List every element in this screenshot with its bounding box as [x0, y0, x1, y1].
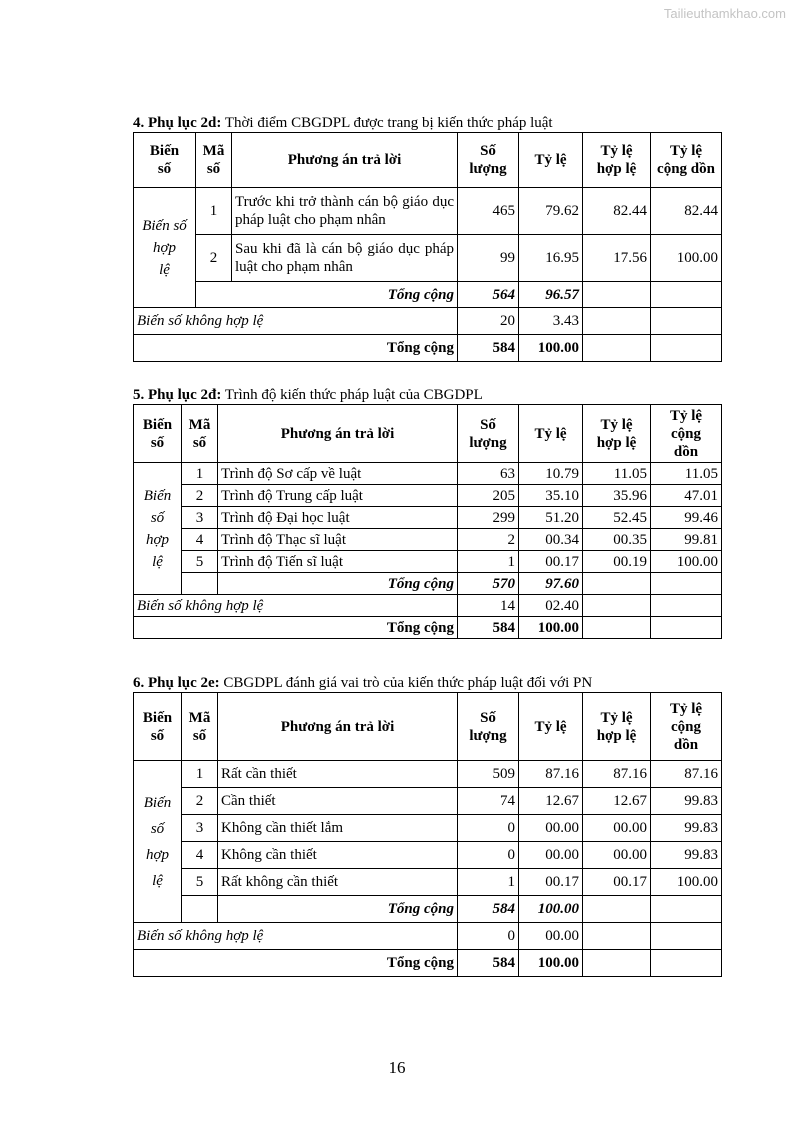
valid-percent-cell: 52.45: [583, 507, 651, 529]
header-phuong-an: Phương án trả lời: [218, 405, 458, 463]
total-label: Tổng cộng: [134, 335, 458, 362]
table-row: [134, 788, 722, 815]
header-row: [134, 405, 722, 463]
header-ty-le: Tỷ lệ: [519, 133, 583, 188]
cumulative-percent-cell: 100.00: [651, 235, 722, 282]
count-cell: 205: [458, 485, 519, 507]
total-row: [134, 950, 722, 977]
answer-cell: Cần thiết: [218, 788, 458, 815]
empty-cell: [583, 896, 651, 923]
answer-cell: Trình độ Thạc sĩ luật: [218, 529, 458, 551]
table-caption: [133, 114, 721, 132]
header-so-luong: Số lượng: [458, 693, 519, 761]
header-row: [134, 693, 722, 761]
answer-cell: Rất cần thiết: [218, 761, 458, 788]
code-cell: 1: [196, 188, 232, 235]
header-bien-so: Biến số: [134, 405, 182, 463]
total-count: 584: [458, 335, 519, 362]
count-cell: 0: [458, 842, 519, 869]
empty-cell: [182, 896, 218, 923]
answer-cell: Trước khi trở thành cán bộ giáo dục pháp luật cho phạm nhân: [232, 188, 458, 235]
header-phuong-an: Phương án trả lời: [232, 133, 458, 188]
empty-cell: [651, 923, 722, 950]
header-ty-le-hop-le: Tỷ lệ hợp lệ: [583, 133, 651, 188]
caption-label: 4. Phụ lục 2d:: [133, 115, 222, 131]
page-number: 16: [388, 1058, 406, 1077]
total-count: 584: [458, 950, 519, 977]
empty-cell: [651, 896, 722, 923]
valid-percent-cell: 00.19: [583, 551, 651, 573]
table-row: [134, 463, 722, 485]
percent-cell: 00.00: [519, 842, 583, 869]
total-percent: 100.00: [519, 335, 583, 362]
invalid-count: 0: [458, 923, 519, 950]
valid-percent-cell: 17.56: [583, 235, 651, 282]
subtotal-percent: 97.60: [519, 573, 583, 595]
answer-cell: Không cần thiết: [218, 842, 458, 869]
total-label: Tổng cộng: [134, 617, 458, 639]
table-row: [134, 188, 722, 235]
invalid-label: Biến số không hợp lệ: [134, 923, 458, 950]
total-percent: 100.00: [519, 617, 583, 639]
header-ty-le: Tỷ lệ: [519, 693, 583, 761]
empty-cell: [651, 335, 722, 362]
empty-cell: [651, 617, 722, 639]
caption-label: 6. Phụ lục 2e:: [133, 675, 220, 691]
header-ma-so: Mã số: [182, 693, 218, 761]
percent-cell: 00.17: [519, 551, 583, 573]
table-row: [134, 485, 722, 507]
header-so-luong: Số lượng: [458, 405, 519, 463]
group-label-valid: Biến số hợp lệ: [134, 188, 196, 308]
invalid-percent: 02.40: [519, 595, 583, 617]
answer-cell: Sau khi đã là cán bộ giáo dục pháp luật cho phạm nhân: [232, 235, 458, 282]
count-cell: 1: [458, 551, 519, 573]
caption-text: Trình độ kiến thức pháp luật của CBGDPL: [221, 387, 483, 403]
cumulative-percent-cell: 11.05: [651, 463, 722, 485]
invalid-row: [134, 923, 722, 950]
total-row: [134, 335, 722, 362]
code-cell: 4: [182, 529, 218, 551]
answer-cell: Không cần thiết lắm: [218, 815, 458, 842]
invalid-count: 20: [458, 308, 519, 335]
percent-cell: 35.10: [519, 485, 583, 507]
cumulative-percent-cell: 100.00: [651, 551, 722, 573]
percent-cell: 00.17: [519, 869, 583, 896]
appendix-2d-table: [133, 132, 722, 362]
header-ty-le-cong-don: Tỷ lệ cộng dồn: [651, 133, 722, 188]
invalid-label: Biến số không hợp lệ: [134, 595, 458, 617]
valid-percent-cell: 12.67: [583, 788, 651, 815]
table-caption: [133, 386, 721, 404]
caption-label: 5. Phụ lục 2đ:: [133, 387, 222, 403]
subtotal-label: Tổng cộng: [196, 282, 458, 308]
appendix-2dd-section: [133, 386, 721, 639]
percent-cell: 87.16: [519, 761, 583, 788]
empty-cell: [651, 950, 722, 977]
count-cell: 99: [458, 235, 519, 282]
code-cell: 1: [182, 463, 218, 485]
total-label: Tổng cộng: [134, 950, 458, 977]
empty-cell: [583, 617, 651, 639]
code-cell: 2: [196, 235, 232, 282]
valid-percent-cell: 00.35: [583, 529, 651, 551]
cumulative-percent-cell: 100.00: [651, 869, 722, 896]
percent-cell: 12.67: [519, 788, 583, 815]
caption-text: CBGDPL đánh giá vai trò của kiến thức pháp luật đối với PN: [219, 675, 593, 691]
table-row: [134, 551, 722, 573]
group-label-valid: Biến số hợp lệ: [134, 761, 182, 923]
count-cell: 509: [458, 761, 519, 788]
count-cell: 74: [458, 788, 519, 815]
empty-cell: [651, 595, 722, 617]
empty-cell: [651, 308, 722, 335]
code-cell: 2: [182, 485, 218, 507]
total-count: 584: [458, 617, 519, 639]
answer-cell: Trình độ Sơ cấp về luật: [218, 463, 458, 485]
table-row: [134, 815, 722, 842]
valid-percent-cell: 00.00: [583, 815, 651, 842]
cumulative-percent-cell: 99.83: [651, 842, 722, 869]
count-cell: 465: [458, 188, 519, 235]
invalid-row: [134, 308, 722, 335]
total-percent: 100.00: [519, 950, 583, 977]
percent-cell: 00.34: [519, 529, 583, 551]
header-ty-le-hop-le: Tỷ lệ hợp lệ: [583, 405, 651, 463]
percent-cell: 00.00: [519, 815, 583, 842]
empty-cell: [583, 282, 651, 308]
empty-cell: [583, 308, 651, 335]
table-row: [134, 529, 722, 551]
count-cell: 299: [458, 507, 519, 529]
count-cell: 63: [458, 463, 519, 485]
count-cell: 0: [458, 815, 519, 842]
header-row: [134, 133, 722, 188]
subtotal-percent: 100.00: [519, 896, 583, 923]
valid-percent-cell: 87.16: [583, 761, 651, 788]
header-ma-so: Mã số: [182, 405, 218, 463]
cumulative-percent-cell: 99.81: [651, 529, 722, 551]
invalid-percent: 3.43: [519, 308, 583, 335]
answer-cell: Trình độ Tiến sĩ luật: [218, 551, 458, 573]
caption-text: Thời điểm CBGDPL được trang bị kiến thức pháp luật: [221, 115, 553, 131]
empty-cell: [583, 923, 651, 950]
percent-cell: 51.20: [519, 507, 583, 529]
valid-percent-cell: 00.00: [583, 842, 651, 869]
code-cell: 3: [182, 815, 218, 842]
header-ty-le: Tỷ lệ: [519, 405, 583, 463]
empty-cell: [583, 595, 651, 617]
cumulative-percent-cell: 82.44: [651, 188, 722, 235]
code-cell: 2: [182, 788, 218, 815]
count-cell: 2: [458, 529, 519, 551]
appendix-2dd-table: [133, 404, 722, 639]
empty-cell: [651, 282, 722, 308]
header-ty-le-cong-don: Tỷ lệ cộng dồn: [651, 693, 722, 761]
table-row: [134, 869, 722, 896]
table-row: [134, 507, 722, 529]
total-row: [134, 617, 722, 639]
answer-cell: Trình độ Trung cấp luật: [218, 485, 458, 507]
subtotal-label: Tổng cộng: [218, 896, 458, 923]
header-ty-le-cong-don: Tỷ lệ cộng dồn: [651, 405, 722, 463]
code-cell: 1: [182, 761, 218, 788]
table-row: [134, 235, 722, 282]
empty-cell: [182, 573, 218, 595]
percent-cell: 10.79: [519, 463, 583, 485]
invalid-count: 14: [458, 595, 519, 617]
table-row: [134, 761, 722, 788]
empty-cell: [583, 950, 651, 977]
appendix-2e-section: [133, 674, 721, 977]
header-phuong-an: Phương án trả lời: [218, 693, 458, 761]
header-bien-so: Biến số: [134, 693, 182, 761]
invalid-label: Biến số không hợp lệ: [134, 308, 458, 335]
header-so-luong: Số lượng: [458, 133, 519, 188]
code-cell: 3: [182, 507, 218, 529]
subtotal-row: [134, 573, 722, 595]
empty-cell: [583, 573, 651, 595]
percent-cell: 16.95: [519, 235, 583, 282]
subtotal-count: 570: [458, 573, 519, 595]
code-cell: 5: [182, 551, 218, 573]
valid-percent-cell: 82.44: [583, 188, 651, 235]
percent-cell: 79.62: [519, 188, 583, 235]
valid-percent-cell: 11.05: [583, 463, 651, 485]
subtotal-label: Tổng cộng: [218, 573, 458, 595]
appendix-2d-section: [133, 114, 721, 362]
valid-percent-cell: 35.96: [583, 485, 651, 507]
appendix-2e-table: [133, 692, 722, 977]
table-caption: [133, 674, 721, 692]
code-cell: 5: [182, 869, 218, 896]
code-cell: 4: [182, 842, 218, 869]
subtotal-count: 584: [458, 896, 519, 923]
cumulative-percent-cell: 87.16: [651, 761, 722, 788]
subtotal-row: [134, 896, 722, 923]
header-bien-so: Biến số: [134, 133, 196, 188]
subtotal-count: 564: [458, 282, 519, 308]
count-cell: 1: [458, 869, 519, 896]
cumulative-percent-cell: 47.01: [651, 485, 722, 507]
cumulative-percent-cell: 99.83: [651, 815, 722, 842]
valid-percent-cell: 00.17: [583, 869, 651, 896]
invalid-percent: 00.00: [519, 923, 583, 950]
group-label-valid: Biến số hợp lệ: [134, 463, 182, 595]
watermark: Tailieuthamkhao.com: [663, 6, 786, 21]
table-row: [134, 842, 722, 869]
subtotal-row: [134, 282, 722, 308]
answer-cell: Rất không cần thiết: [218, 869, 458, 896]
subtotal-percent: 96.57: [519, 282, 583, 308]
empty-cell: [651, 573, 722, 595]
answer-cell: Trình độ Đại học luật: [218, 507, 458, 529]
header-ma-so: Mã số: [196, 133, 232, 188]
empty-cell: [583, 335, 651, 362]
invalid-row: [134, 595, 722, 617]
header-ty-le-hop-le: Tỷ lệ hợp lệ: [583, 693, 651, 761]
cumulative-percent-cell: 99.83: [651, 788, 722, 815]
cumulative-percent-cell: 99.46: [651, 507, 722, 529]
